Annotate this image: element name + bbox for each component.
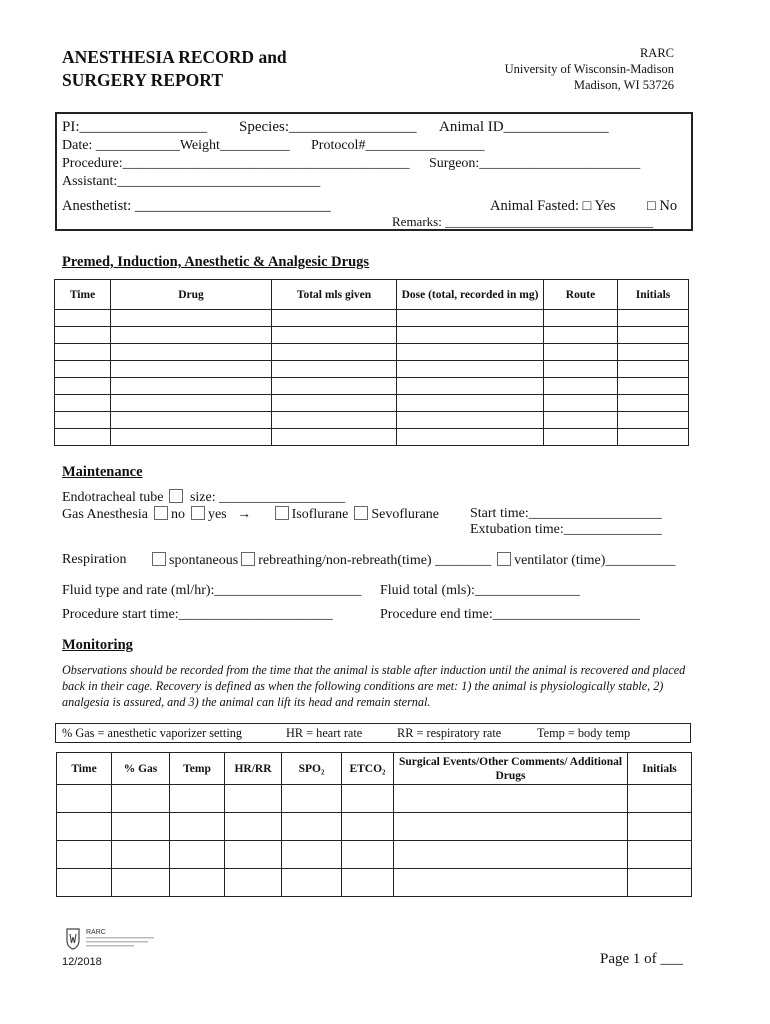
monitoring-entry-cell[interactable] xyxy=(282,841,342,869)
monitoring-entry-cell[interactable] xyxy=(170,841,225,869)
drugs-entry-cell[interactable] xyxy=(544,310,618,327)
drugs-entry-cell[interactable] xyxy=(397,344,544,361)
monitoring-header-cell: Time xyxy=(57,753,112,785)
drugs-entry-cell[interactable] xyxy=(272,412,397,429)
drugs-entry-cell[interactable] xyxy=(111,412,272,429)
isoflurane-label: Isoflurane xyxy=(291,507,349,522)
form-title-line2: SURGERY REPORT xyxy=(62,70,223,90)
procedure-start-field[interactable]: Procedure start time:______________________ xyxy=(62,607,333,622)
monitoring-entry-cell[interactable] xyxy=(282,785,342,813)
animal-fasted-no[interactable]: □ No xyxy=(647,198,678,214)
monitoring-entry-cell[interactable] xyxy=(342,869,394,897)
drugs-entry-cell[interactable] xyxy=(397,429,544,446)
drugs-entry-cell[interactable] xyxy=(272,395,397,412)
drugs-header-cell: Drug xyxy=(111,280,272,310)
monitoring-table xyxy=(56,752,692,897)
monitoring-header-cell: HR/RR xyxy=(225,753,282,785)
isoflurane-checkbox[interactable] xyxy=(275,506,289,520)
drugs-table xyxy=(54,279,689,446)
page-number: Page 1 of ___ xyxy=(600,951,683,967)
monitoring-entry-cell[interactable] xyxy=(282,869,342,897)
rebreathing-checkbox[interactable] xyxy=(241,552,255,566)
drugs-entry-cell[interactable] xyxy=(111,395,272,412)
monitoring-entry-cell[interactable] xyxy=(225,841,282,869)
monitoring-entry-cell[interactable] xyxy=(170,869,225,897)
animal-id-field[interactable]: Animal ID______________ xyxy=(439,119,609,135)
drugs-entry-cell[interactable] xyxy=(544,429,618,446)
monitoring-entry-cell[interactable] xyxy=(112,813,170,841)
gas-yes-checkbox[interactable] xyxy=(191,506,205,520)
table-row xyxy=(55,395,689,412)
drugs-entry-cell[interactable] xyxy=(544,344,618,361)
legend-gas: % Gas = anesthetic vaporizer setting xyxy=(62,726,243,740)
table-row xyxy=(55,378,689,395)
monitoring-entry-cell[interactable] xyxy=(225,813,282,841)
drugs-entry-cell[interactable] xyxy=(55,361,111,378)
drugs-entry-cell[interactable] xyxy=(397,378,544,395)
rebreathing-field[interactable]: rebreathing/non-rebreath(time) ________ xyxy=(258,553,492,568)
monitoring-header-cell: SPO₂ xyxy=(282,753,342,785)
spontaneous-label: spontaneous xyxy=(169,553,239,568)
monitoring-heading: Monitoring xyxy=(62,637,133,653)
gas-anesthesia-row xyxy=(62,506,439,523)
monitoring-entry-cell[interactable] xyxy=(170,813,225,841)
drugs-header-cell: Dose (total, recorded in mg) xyxy=(397,280,544,310)
monitoring-header-cell: Initials xyxy=(628,753,692,785)
drugs-entry-cell[interactable] xyxy=(111,429,272,446)
drugs-header-cell: Initials xyxy=(618,280,689,310)
monitoring-entry-cell[interactable] xyxy=(57,869,112,897)
monitoring-entry-cell[interactable] xyxy=(342,785,394,813)
monitoring-entry-cell[interactable] xyxy=(394,813,628,841)
et-tube-row xyxy=(62,489,345,506)
table-row xyxy=(57,785,692,813)
monitoring-entry-cell[interactable] xyxy=(628,785,692,813)
drugs-entry-cell[interactable] xyxy=(272,429,397,446)
drugs-entry-cell[interactable] xyxy=(618,327,689,344)
drugs-entry-cell[interactable] xyxy=(618,395,689,412)
drugs-entry-cell[interactable] xyxy=(544,378,618,395)
monitoring-table-header xyxy=(57,753,692,785)
drugs-entry-cell[interactable] xyxy=(618,378,689,395)
respiration-options xyxy=(146,552,675,569)
drugs-entry-cell[interactable] xyxy=(272,344,397,361)
spontaneous-checkbox[interactable] xyxy=(152,552,166,566)
monitoring-entry-cell[interactable] xyxy=(57,841,112,869)
org-address xyxy=(505,45,674,93)
monitoring-header-cell: Surgical Events/Other Comments/ Additional Drugs xyxy=(394,753,628,785)
monitoring-header-cell: % Gas xyxy=(112,753,170,785)
remarks-field[interactable]: Remarks: ________________________________ xyxy=(392,214,654,229)
drugs-entry-cell[interactable] xyxy=(618,429,689,446)
start-time-field[interactable]: Start time:___________________ xyxy=(470,506,662,521)
fluid-rate-field[interactable]: Fluid type and rate (ml/hr):_____________________ xyxy=(62,583,362,598)
drugs-entry-cell[interactable] xyxy=(55,378,111,395)
table-row xyxy=(57,813,692,841)
et-size-field[interactable]: size: __________________ xyxy=(189,490,346,505)
legend-rr: RR = respiratory rate xyxy=(397,726,502,740)
drugs-entry-cell[interactable] xyxy=(544,361,618,378)
drugs-entry-cell[interactable] xyxy=(55,310,111,327)
monitoring-entry-cell[interactable] xyxy=(394,841,628,869)
drugs-header-cell: Route xyxy=(544,280,618,310)
sevoflurane-label: Sevoflurane xyxy=(371,507,440,522)
monitoring-entry-cell[interactable] xyxy=(342,841,394,869)
fluid-total-field[interactable]: Fluid total (mls):_______________ xyxy=(380,583,580,598)
table-row xyxy=(55,344,689,361)
drugs-entry-cell[interactable] xyxy=(618,361,689,378)
org-city: Madison, WI 53726 xyxy=(573,78,674,92)
respiration-label: Respiration xyxy=(62,552,127,567)
animal-fasted-yes[interactable]: Animal Fasted: □ Yes xyxy=(490,198,616,214)
et-tube-checkbox[interactable] xyxy=(169,489,183,503)
sevoflurane-checkbox[interactable] xyxy=(354,506,368,520)
org-university: University of Wisconsin-Madison xyxy=(504,62,674,76)
drugs-entry-cell[interactable] xyxy=(397,412,544,429)
drugs-entry-cell[interactable] xyxy=(111,310,272,327)
drugs-entry-cell[interactable] xyxy=(55,344,111,361)
gas-yes-label: yes xyxy=(207,507,227,522)
ventilator-checkbox[interactable] xyxy=(497,552,511,566)
table-row xyxy=(57,841,692,869)
drugs-entry-cell[interactable] xyxy=(272,310,397,327)
arrow-icon: → xyxy=(237,507,252,522)
drugs-entry-cell[interactable] xyxy=(544,412,618,429)
drugs-entry-cell[interactable] xyxy=(55,327,111,344)
table-row xyxy=(57,869,692,897)
gas-no-checkbox[interactable] xyxy=(154,506,168,520)
drugs-table-header xyxy=(55,280,689,310)
protocol-field[interactable]: Protocol#_________________ xyxy=(311,138,485,153)
org-name: RARC xyxy=(639,46,674,60)
table-row xyxy=(55,310,689,327)
et-tube-label: Endotracheal tube xyxy=(62,490,164,505)
drugs-entry-cell[interactable] xyxy=(55,395,111,412)
drugs-entry-cell[interactable] xyxy=(618,344,689,361)
monitoring-entry-cell[interactable] xyxy=(225,869,282,897)
drugs-entry-cell[interactable] xyxy=(397,395,544,412)
monitoring-entry-cell[interactable] xyxy=(394,869,628,897)
monitoring-entry-cell[interactable] xyxy=(342,813,394,841)
monitoring-entry-cell[interactable] xyxy=(225,785,282,813)
drugs-entry-cell[interactable] xyxy=(272,361,397,378)
gas-anesthesia-label: Gas Anesthesia xyxy=(62,507,148,522)
drugs-entry-cell[interactable] xyxy=(272,327,397,344)
drugs-entry-cell[interactable] xyxy=(111,361,272,378)
drugs-heading: Premed, Induction, Anesthetic & Analgesic Drugs xyxy=(62,254,370,270)
drugs-entry-cell[interactable] xyxy=(111,378,272,395)
monitoring-instructions: Observations should be recorded from the time that the animal is stable after induction until the animal is recovered and placed back in their cage. Recovery is defined as when the following conditions are met: 1) the animal is physiologically stable, 2) analgesia is assured, and 3) the animal can lift its head and remain sternal. xyxy=(62,663,686,709)
drugs-entry-cell[interactable] xyxy=(55,429,111,446)
monitoring-entry-cell[interactable] xyxy=(628,813,692,841)
pi-field[interactable]: PI:_________________ xyxy=(62,119,208,135)
maintenance-heading: Maintenance xyxy=(62,464,143,480)
rarc-logo xyxy=(64,926,160,950)
monitoring-entry-cell[interactable] xyxy=(112,841,170,869)
monitoring-entry-cell[interactable] xyxy=(628,841,692,869)
monitoring-entry-cell[interactable] xyxy=(112,869,170,897)
extubation-time-field[interactable]: Extubation time:______________ xyxy=(470,522,662,537)
form-date: 12/2018 xyxy=(62,956,102,968)
legend-temp: Temp = body temp xyxy=(537,726,631,740)
drugs-entry-cell[interactable] xyxy=(272,378,397,395)
gas-no-label: no xyxy=(170,507,185,522)
animal-info-box xyxy=(55,112,693,231)
monitoring-entry-cell[interactable] xyxy=(57,813,112,841)
monitoring-entry-cell[interactable] xyxy=(282,813,342,841)
monitoring-entry-cell[interactable] xyxy=(170,785,225,813)
monitoring-entry-cell[interactable] xyxy=(112,785,170,813)
drugs-header-cell: Total mls given xyxy=(272,280,397,310)
form-title-line1: ANESTHESIA RECORD and xyxy=(62,47,287,67)
surgeon-field[interactable]: Surgeon:_______________________ xyxy=(429,156,641,171)
procedure-end-field[interactable]: Procedure end time:_____________________ xyxy=(380,607,640,622)
drugs-header-cell: Time xyxy=(55,280,111,310)
logo-text: RARC xyxy=(86,929,106,936)
drugs-entry-cell[interactable] xyxy=(111,327,272,344)
monitoring-entry-cell[interactable] xyxy=(628,869,692,897)
table-row xyxy=(55,361,689,378)
species-field[interactable]: Species:_________________ xyxy=(239,119,417,135)
drugs-entry-cell[interactable] xyxy=(111,344,272,361)
drugs-entry-cell[interactable] xyxy=(618,412,689,429)
ventilator-field[interactable]: ventilator (time)__________ xyxy=(514,553,676,568)
drugs-entry-cell[interactable] xyxy=(397,361,544,378)
table-row xyxy=(55,327,689,344)
drugs-entry-cell[interactable] xyxy=(618,310,689,327)
drugs-entry-cell[interactable] xyxy=(544,327,618,344)
legend-hr: HR = heart rate xyxy=(286,726,363,740)
anesthetist-field[interactable]: Anesthetist: ___________________________ xyxy=(62,198,331,214)
monitoring-entry-cell[interactable] xyxy=(57,785,112,813)
drugs-entry-cell[interactable] xyxy=(397,327,544,344)
drugs-entry-cell[interactable] xyxy=(55,412,111,429)
assistant-field[interactable]: Assistant:_____________________________ xyxy=(62,174,321,189)
table-row xyxy=(55,412,689,429)
drugs-entry-cell[interactable] xyxy=(544,395,618,412)
table-row xyxy=(55,429,689,446)
monitoring-entry-cell[interactable] xyxy=(394,785,628,813)
procedure-field[interactable]: Procedure:_________________________________________ xyxy=(62,156,410,171)
form-title xyxy=(62,46,287,92)
date-weight-field[interactable]: Date: ____________Weight__________ xyxy=(62,138,290,153)
monitoring-header-cell: Temp xyxy=(170,753,225,785)
abbreviation-legend xyxy=(55,723,691,743)
monitoring-header-cell: ETCO₂ xyxy=(342,753,394,785)
drugs-entry-cell[interactable] xyxy=(397,310,544,327)
